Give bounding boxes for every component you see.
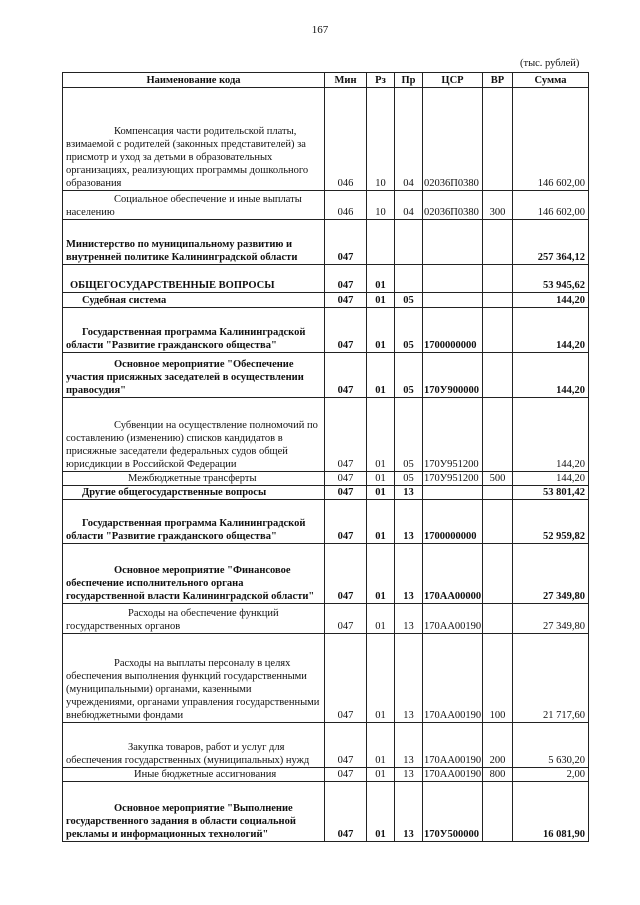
row-csr: 02036П0380 [423,88,483,191]
header-name: Наименование кода [63,73,325,88]
row-vr [483,220,513,265]
row-vr: 100 [483,634,513,723]
row-csr [423,265,483,293]
row-vr [483,88,513,191]
row-name: Закупка товаров, работ и услуг для обеспечения государственных (муниципальных) нужд [63,723,325,768]
row-min: 046 [325,191,367,220]
row-pr: 04 [395,191,423,220]
row-vr [483,544,513,604]
row-csr: 1700000000 [423,500,483,544]
table-row [63,308,589,353]
row-name: Другие общегосударственные вопросы [63,486,325,500]
table-row [63,293,589,308]
row-vr [483,308,513,353]
units-label: (тыс. рублей) [520,58,580,69]
row-min: 047 [325,634,367,723]
budget-table [62,72,589,842]
header-sum: Сумма [513,73,589,88]
row-name: Иные бюджетные ассигнования [63,768,325,782]
row-name: Субвенции на осуществление полномочий по составлению (изменению) списков кандидатов в присяжные заседатели федеральных судов общей юрисдикции в Российской Федерации [63,398,325,472]
row-sum: 144,20 [513,472,589,486]
row-min: 047 [325,544,367,604]
row-rz: 01 [367,544,395,604]
row-sum: 144,20 [513,308,589,353]
row-name: Социальное обеспечение и иные выплаты населению [63,191,325,220]
row-rz: 01 [367,265,395,293]
row-vr [483,486,513,500]
row-pr: 13 [395,723,423,768]
row-min: 047 [325,353,367,398]
row-name: Основное мероприятие "Финансовое обеспечение исполнительного органа государственной власти Калининградской области" [63,544,325,604]
table-row [63,782,589,842]
row-rz: 01 [367,398,395,472]
row-name: Судебная система [63,293,325,308]
row-rz: 01 [367,353,395,398]
header-vr: ВР [483,73,513,88]
row-rz: 10 [367,88,395,191]
row-sum: 27 349,80 [513,544,589,604]
table-header-row [63,73,589,88]
row-min: 046 [325,88,367,191]
row-csr: 02036П0380 [423,191,483,220]
row-csr: 170АА00190 [423,634,483,723]
row-vr [483,604,513,634]
row-min: 047 [325,782,367,842]
row-name: Компенсация части родительской платы, взимаемой с родителей (законных представителей) за присмотр и уход за детьми в образовательных организациях, реализующих программы дошкольного образования [63,88,325,191]
row-pr: 13 [395,544,423,604]
row-pr: 05 [395,293,423,308]
table-row [63,398,589,472]
row-rz: 10 [367,191,395,220]
row-name: Министерство по муниципальному развитию и внутренней политике Калининградской области [63,220,325,265]
row-vr [483,293,513,308]
row-csr: 170АА00000 [423,544,483,604]
header-csr: ЦСР [423,73,483,88]
row-pr: 13 [395,486,423,500]
row-vr [483,500,513,544]
row-pr: 04 [395,88,423,191]
row-sum: 5 630,20 [513,723,589,768]
row-min: 047 [325,293,367,308]
row-rz: 01 [367,723,395,768]
row-sum: 52 959,82 [513,500,589,544]
row-rz: 01 [367,500,395,544]
row-sum: 144,20 [513,293,589,308]
row-vr: 300 [483,191,513,220]
row-name: Государственная программа Калининградской области "Развитие гражданского общества" [63,308,325,353]
row-rz: 01 [367,486,395,500]
row-csr: 170АА00190 [424,769,482,780]
row-min: 047 [325,308,367,353]
row-csr: 1700000000 [423,308,483,353]
row-vr: 500 [483,472,513,486]
table-row [63,544,589,604]
row-min: 047 [325,398,367,472]
row-csr [423,293,483,308]
row-vr [483,398,513,472]
header-pr: Пр [395,73,423,88]
row-pr: 05 [395,398,423,472]
header-rz: Рз [367,73,395,88]
row-rz [367,220,395,265]
table-row [63,768,589,782]
row-csr: 170У500000 [423,782,483,842]
row-sum: 146 602,00 [513,191,589,220]
table-row [63,634,589,723]
row-min: 047 [325,723,367,768]
table-row [63,604,589,634]
row-pr: 13 [395,782,423,842]
row-min: 047 [325,472,367,486]
row-sum: 146 602,00 [513,88,589,191]
row-name: ОБЩЕГОСУДАРСТВЕННЫЕ ВОПРОСЫ [63,265,325,293]
row-min: 047 [325,768,367,782]
row-min: 047 [325,486,367,500]
row-csr: 170АА00190 [423,604,483,634]
row-vr [483,265,513,293]
row-sum: 21 717,60 [513,634,589,723]
row-sum: 144,20 [513,353,589,398]
row-name: Государственная программа Калининградской области "Развитие гражданского общества" [63,500,325,544]
row-name: Расходы на выплаты персоналу в целях обеспечения выполнения функций государственными (муниципальными) органами, казенными учреждениями, органами управления государственными внебюджетными фондами [63,634,325,723]
page-number: 167 [311,24,329,36]
row-pr: 13 [395,604,423,634]
row-sum: 27 349,80 [513,604,589,634]
row-pr: 13 [395,500,423,544]
row-csr [423,486,483,500]
row-rz: 01 [367,634,395,723]
table-row [63,500,589,544]
row-min: 047 [325,220,367,265]
row-name: Основное мероприятие "Обеспечение участия присяжных заседателей в осуществлении правосудия" [63,353,325,398]
row-vr [483,782,513,842]
row-pr: 05 [395,308,423,353]
row-pr [395,265,423,293]
row-rz: 01 [367,293,395,308]
row-csr: 170АА00190 [423,723,483,768]
row-csr: 170У951200 [423,398,483,472]
row-name: Основное мероприятие "Выполнение государственного задания в области социальной рекламы и информационных технологий" [63,782,325,842]
row-csr: 170У951200 [423,472,483,486]
row-vr [483,353,513,398]
table-row [63,723,589,768]
row-sum: 16 081,90 [513,782,589,842]
row-pr: 13 [395,768,423,782]
row-sum: 53 945,62 [513,265,589,293]
row-rz: 01 [367,768,395,782]
row-csr [423,220,483,265]
row-pr: 05 [395,353,423,398]
row-sum: 257 364,12 [513,220,589,265]
table-row [63,472,589,486]
row-rz: 01 [367,308,395,353]
row-vr: 200 [483,723,513,768]
table-row [63,265,589,293]
table-row [63,486,589,500]
table-row [63,191,589,220]
row-csr: 170У900000 [423,353,483,398]
table-row [63,353,589,398]
row-min: 047 [325,265,367,293]
row-rz: 01 [367,472,395,486]
row-sum: 53 801,42 [513,486,589,500]
row-pr [395,220,423,265]
row-pr: 13 [395,634,423,723]
row-pr: 05 [395,472,423,486]
table-row [63,88,589,191]
row-rz: 01 [367,782,395,842]
row-sum: 2,00 [513,768,589,782]
header-min: Мин [325,73,367,88]
row-min: 047 [325,500,367,544]
row-vr: 800 [483,768,513,782]
row-sum: 144,20 [513,398,589,472]
row-name: Расходы на обеспечение функций государственных органов [63,604,325,634]
row-min: 047 [325,604,367,634]
row-rz: 01 [367,604,395,634]
table-row [63,220,589,265]
row-name: Межбюджетные трансферты [63,472,325,486]
